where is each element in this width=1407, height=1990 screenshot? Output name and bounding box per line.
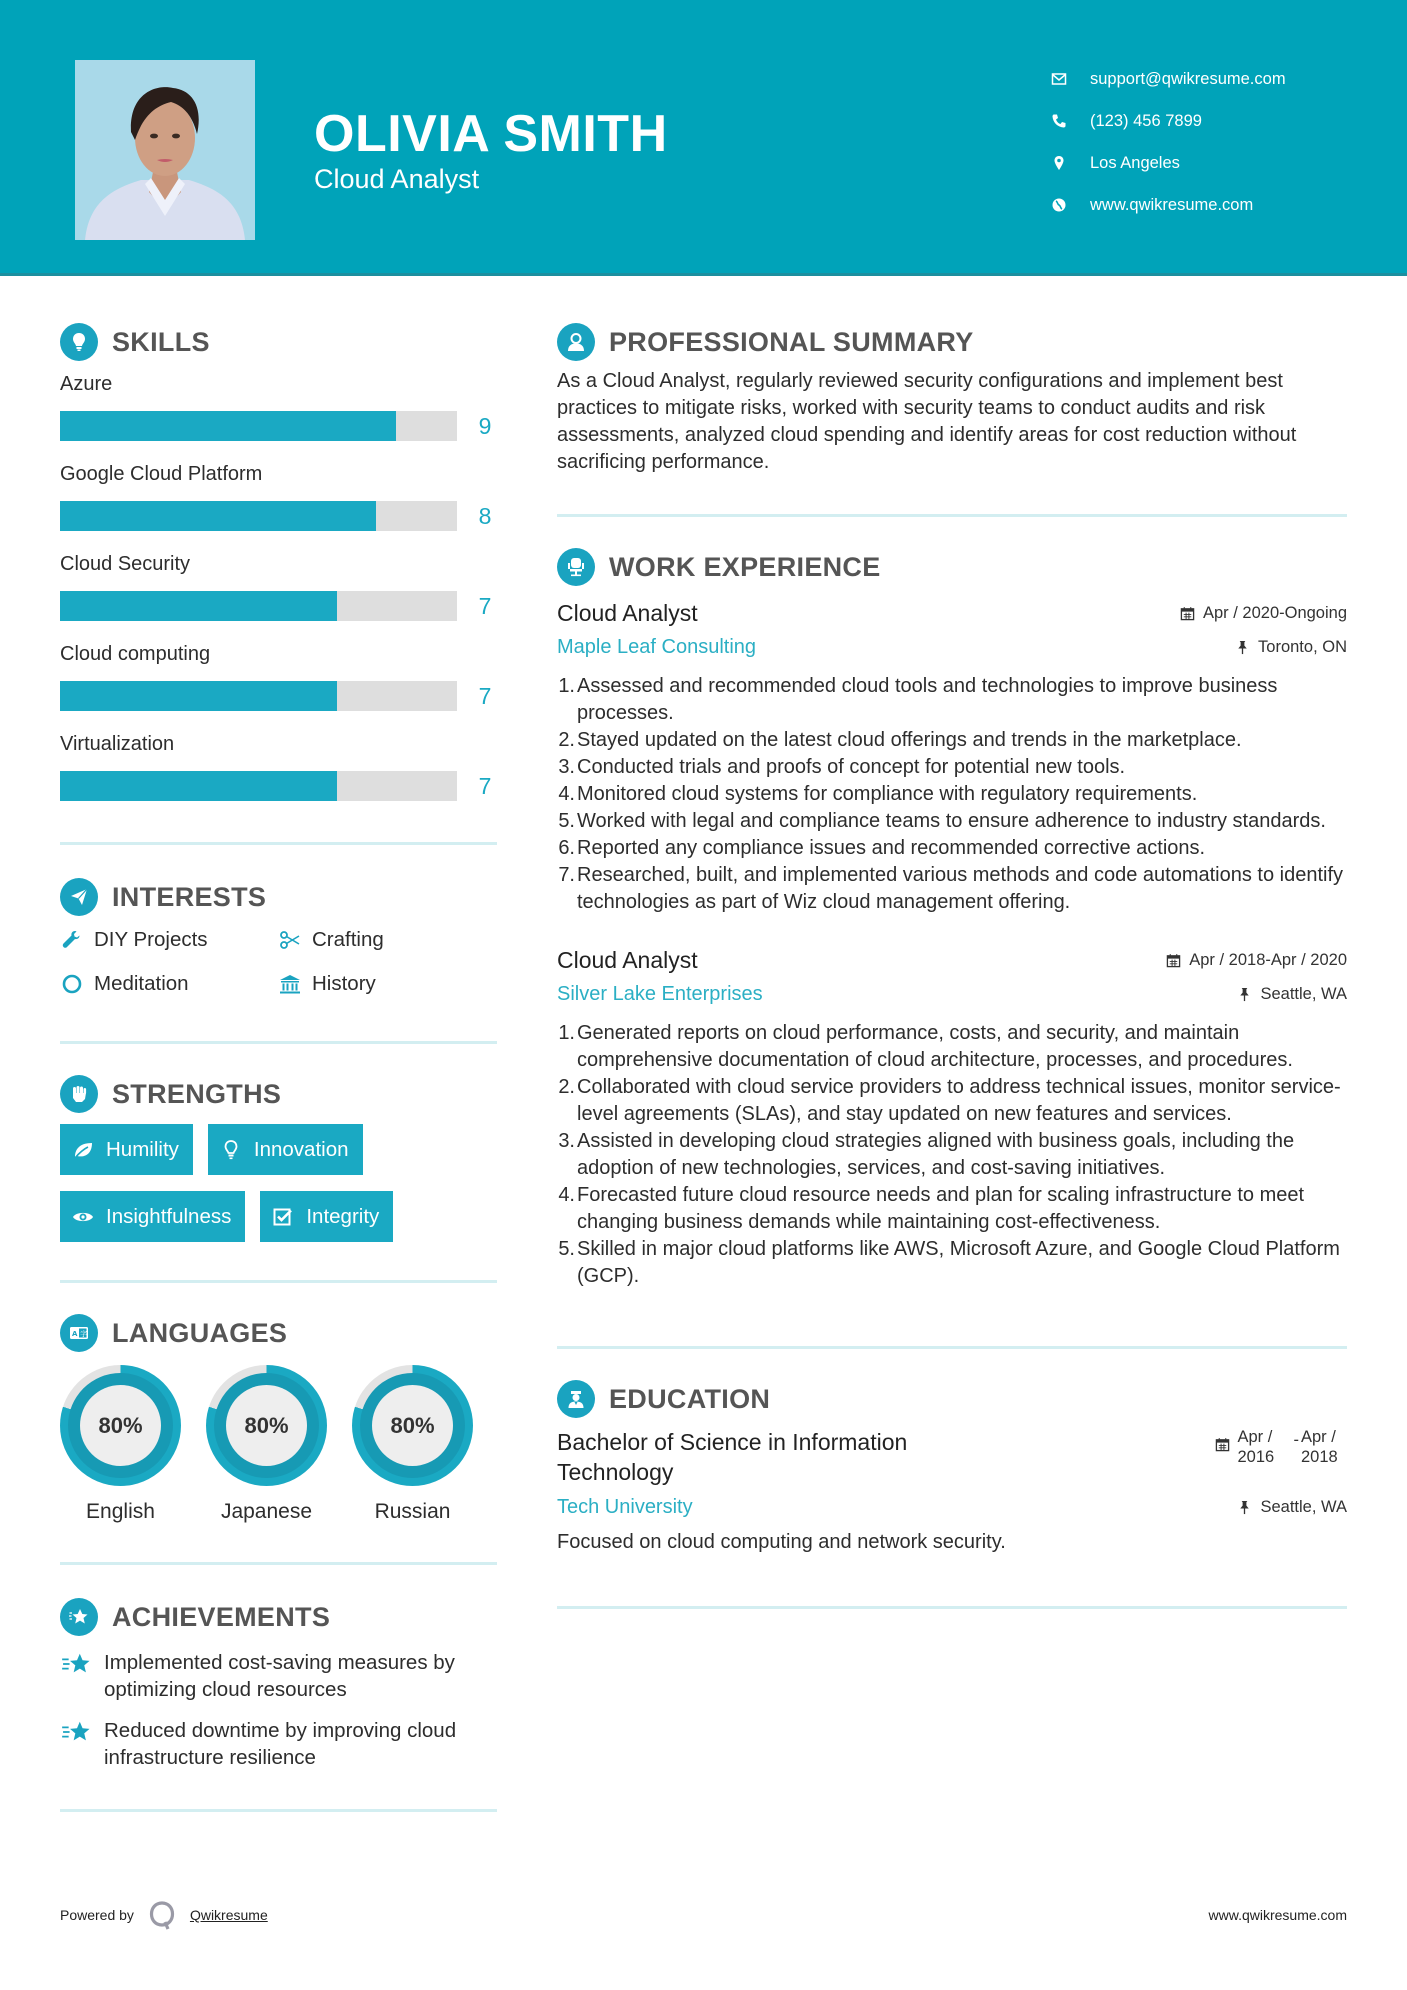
svg-text:字: 字	[80, 1330, 88, 1338]
bullet-item: 7. Researched, built, and implemented various methods and code automations to identify technologies as part of Wiz cloud management offering.	[558, 864, 1344, 913]
powered-by-label: Powered by	[60, 1907, 134, 1923]
skill-bar-fill	[60, 411, 396, 441]
globe-icon	[1050, 196, 1068, 214]
section-divider	[557, 1346, 1347, 1349]
education-heading	[557, 1377, 1347, 1421]
pushpin-icon	[1237, 987, 1252, 1002]
school-name: Tech University	[557, 1495, 693, 1518]
bullet-item: 2. Collaborated with cloud service providers to address technical issues, monitor service-level agreements (SLAs), and stay updated on new features and services.	[558, 1076, 1341, 1125]
language-percent: 80%	[372, 1385, 453, 1466]
location-text: Los Angeles	[1090, 153, 1180, 172]
qwikresume-logo-icon	[148, 1900, 176, 1930]
education-end: Apr / 2018	[1301, 1428, 1338, 1466]
job-dates	[1180, 604, 1347, 623]
education-description: Focused on cloud computing and network security.	[557, 1531, 1006, 1553]
achievements-section	[60, 1595, 497, 1771]
powered-by	[60, 1900, 268, 1930]
interest-item	[60, 969, 278, 999]
phone-text: (123) 456 7899	[1090, 111, 1202, 130]
section-title: ACHIEVEMENTS	[112, 1601, 331, 1632]
languages-heading	[60, 1311, 497, 1355]
resume-header	[0, 0, 1407, 276]
candidate-title: Cloud Analyst	[314, 164, 480, 194]
calendar-icon	[1166, 953, 1181, 968]
strength-badge	[60, 1191, 245, 1242]
achievement-item	[60, 1717, 497, 1771]
skill-bar	[60, 501, 457, 531]
section-divider	[60, 1280, 497, 1283]
interests-section	[60, 875, 497, 999]
interest-label: Meditation	[94, 972, 189, 995]
skill-level: 7	[478, 682, 492, 709]
website-text: www.qwikresume.com	[1090, 195, 1254, 214]
education-date-separator: -	[1293, 1431, 1299, 1449]
skill-level: 8	[478, 502, 492, 529]
interest-item	[60, 925, 278, 955]
bullet-item: 4. Forecasted future cloud resource needs and plan for scaling infrastructure to meet changing business demands while maintaining cost-effectiveness.	[558, 1184, 1305, 1233]
skill-name: Azure	[60, 373, 113, 395]
skills-heading	[60, 320, 497, 364]
candidate-name: OLIVIA SMITH	[314, 105, 668, 163]
skill-name: Cloud Security	[60, 553, 191, 575]
skill-bar-fill	[60, 771, 337, 801]
skills-section	[60, 320, 497, 814]
footer-website[interactable]: www.qwikresume.com	[1208, 1907, 1347, 1923]
section-divider	[60, 1041, 497, 1044]
bullet-item: 5. Worked with legal and compliance teams to ensure adherence to industry standards.	[558, 810, 1326, 832]
right-column	[557, 320, 1347, 1609]
phone-icon	[1050, 112, 1068, 130]
achievement-text: Reduced downtime by improving cloud infrastructure resilience	[104, 1719, 457, 1769]
pushpin-icon	[1237, 1500, 1252, 1515]
fist-icon	[60, 1075, 98, 1113]
degree-title: Bachelor of Science in Information Technology	[557, 1429, 908, 1485]
skill-name: Cloud computing	[60, 643, 211, 665]
job-role: Cloud Analyst	[557, 599, 698, 626]
strength-badge	[208, 1124, 363, 1175]
skill-item	[60, 460, 497, 544]
profile-photo	[75, 60, 255, 240]
check-square-icon	[272, 1206, 294, 1228]
shooting-star-icon	[60, 1717, 94, 1745]
achievement-text: Implemented cost-saving measures by optimizing cloud resources	[104, 1651, 455, 1701]
job-role: Cloud Analyst	[557, 946, 698, 973]
portrait-image	[75, 60, 255, 240]
job-location-text: Seattle, WA	[1260, 984, 1347, 1003]
company-name: Maple Leaf Consulting	[557, 635, 757, 658]
envelope-icon	[1050, 70, 1068, 88]
interest-label: History	[312, 972, 376, 995]
language-progress-ring	[206, 1365, 327, 1486]
job-location	[1235, 638, 1347, 657]
museum-icon	[278, 972, 302, 996]
section-title: LANGUAGES	[112, 1317, 288, 1348]
section-divider	[557, 514, 1347, 517]
email-text: support@qwikresume.com	[1090, 69, 1286, 88]
strengths-section	[60, 1072, 497, 1242]
strength-label: Humility	[106, 1137, 179, 1161]
contact-list	[1050, 58, 1286, 226]
interest-label: DIY Projects	[94, 928, 208, 951]
user-icon	[557, 323, 595, 361]
job-dates-text: Apr / 2020-Ongoing	[1202, 603, 1347, 622]
strength-label: Insightfulness	[106, 1204, 232, 1228]
bullet-item: 1. Generated reports on cloud performance, costs, and security, and maintain comprehensive documentation of cloud architecture, processes, and procedures.	[558, 1022, 1293, 1071]
skill-bar-fill	[60, 501, 376, 531]
bullet-item: 1. Assessed and recommended cloud tools and technologies to improve business processes.	[558, 675, 1278, 724]
contact-email[interactable]	[1050, 58, 1286, 100]
bullet-item: 2. Stayed updated on the latest cloud offerings and trends in the marketplace.	[558, 729, 1242, 751]
skill-bar	[60, 411, 457, 441]
job-location	[1237, 985, 1347, 1004]
contact-phone[interactable]	[1050, 100, 1286, 142]
circle-icon	[60, 972, 84, 996]
skill-level: 9	[478, 412, 492, 439]
leaf-icon	[72, 1139, 94, 1161]
section-divider	[60, 1809, 497, 1812]
skill-level: 7	[478, 772, 492, 799]
scissors-icon	[278, 928, 302, 952]
footer	[60, 1900, 1347, 1930]
language-name: Japanese	[220, 1500, 313, 1523]
section-title: PROFESSIONAL SUMMARY	[609, 326, 974, 357]
skill-bar-fill	[60, 591, 337, 621]
eye-icon	[72, 1206, 94, 1228]
section-title: WORK EXPERIENCE	[609, 551, 881, 582]
language-name: English	[86, 1500, 155, 1523]
left-column	[60, 320, 497, 1812]
bullet-item: 6. Reported any compliance issues and recommended corrective actions.	[558, 837, 1206, 859]
section-divider	[60, 842, 497, 845]
section-title: EDUCATION	[609, 1383, 771, 1414]
skill-bar	[60, 681, 457, 711]
lightbulb-icon	[220, 1139, 242, 1161]
interest-item	[278, 969, 478, 999]
summary-heading	[557, 320, 1347, 364]
education-start: Apr / 2016	[1237, 1428, 1275, 1466]
section-title: SKILLS	[112, 326, 210, 357]
language-item	[60, 1365, 181, 1524]
skill-bar	[60, 771, 457, 801]
svg-text:A: A	[72, 1330, 78, 1338]
job-location-text: Toronto, ON	[1258, 637, 1347, 656]
education-entry	[557, 1427, 1347, 1556]
skill-level: 7	[478, 592, 492, 619]
interests-heading	[60, 875, 497, 919]
languages-section	[60, 1311, 497, 1524]
skill-name: Google Cloud Platform	[60, 463, 263, 485]
language-item	[206, 1365, 327, 1524]
company-name: Silver Lake Enterprises	[557, 982, 763, 1005]
section-title: INTERESTS	[112, 881, 267, 912]
job-bullets	[557, 673, 1347, 916]
skill-item	[60, 640, 497, 724]
contact-location	[1050, 142, 1286, 184]
calendar-icon	[1215, 1437, 1230, 1452]
skill-item	[60, 370, 497, 454]
skill-name: Virtualization	[60, 733, 175, 755]
office-chair-icon	[557, 548, 595, 586]
language-progress-ring	[60, 1365, 181, 1486]
job-entry	[557, 942, 1347, 1290]
bullet-item: 5. Skilled in major cloud platforms like AWS, Microsoft Azure, and Google Cloud Platform (GCP).	[558, 1238, 1340, 1287]
job-bullets	[557, 1020, 1347, 1290]
strength-label: Innovation	[253, 1137, 349, 1161]
summary-section	[557, 320, 1347, 476]
bullet-item: 3. Assisted in developing cloud strategies aligned with business goals, including the adoption of new technologies, services, and cost-saving initiatives.	[558, 1130, 1295, 1179]
education-section	[557, 1377, 1347, 1556]
pushpin-icon	[1235, 640, 1250, 655]
skill-bar-fill	[60, 681, 337, 711]
job-entry	[557, 595, 1347, 916]
skill-item	[60, 730, 497, 814]
translate-icon	[60, 1314, 98, 1352]
strength-badge	[60, 1124, 193, 1175]
section-title: STRENGTHS	[112, 1078, 282, 1109]
skill-bar	[60, 591, 457, 621]
language-percent: 80%	[226, 1385, 307, 1466]
strength-badge	[260, 1191, 393, 1242]
job-dates-text: Apr / 2018-Apr / 2020	[1189, 950, 1347, 969]
graduate-icon	[557, 1380, 595, 1418]
language-name: Russian	[374, 1500, 451, 1523]
skill-item	[60, 550, 497, 634]
education-location	[1237, 1498, 1347, 1517]
interest-item	[278, 925, 478, 955]
experience-section	[557, 545, 1347, 1290]
paper-plane-icon	[60, 878, 98, 916]
calendar-icon	[1180, 606, 1195, 621]
education-location-text: Seattle, WA	[1260, 1497, 1347, 1516]
achievement-item	[60, 1649, 497, 1703]
star-badge-icon	[60, 1598, 98, 1636]
wrench-icon	[60, 928, 84, 952]
summary-text: As a Cloud Analyst, regularly reviewed security configurations and implement best practices to mitigate risks, worked with security teams to conduct audits and risk assessments, analyzed cloud spending and identify areas for cost reduction without sacrificing performance.	[557, 370, 1297, 473]
interest-label: Crafting	[312, 928, 384, 951]
lightbulb-icon	[60, 323, 98, 361]
qwikresume-link[interactable]: Qwikresume	[189, 1907, 268, 1923]
experience-heading	[557, 545, 1347, 589]
job-dates	[1166, 951, 1347, 970]
shooting-star-icon	[60, 1649, 94, 1677]
education-dates	[1215, 1427, 1348, 1467]
language-percent: 80%	[80, 1385, 161, 1466]
strengths-heading	[60, 1072, 497, 1116]
language-progress-ring	[352, 1365, 473, 1486]
map-marker-icon	[1050, 154, 1068, 172]
section-divider	[557, 1606, 1347, 1609]
section-divider	[60, 1562, 497, 1565]
language-item	[352, 1365, 473, 1524]
bullet-item: 4. Monitored cloud systems for compliance with regulatory requirements.	[558, 783, 1198, 805]
strength-label: Integrity	[306, 1204, 380, 1228]
bullet-item: 3. Conducted trials and proofs of concept for potential new tools.	[558, 756, 1126, 778]
contact-website[interactable]	[1050, 184, 1286, 226]
achievements-heading	[60, 1595, 497, 1639]
